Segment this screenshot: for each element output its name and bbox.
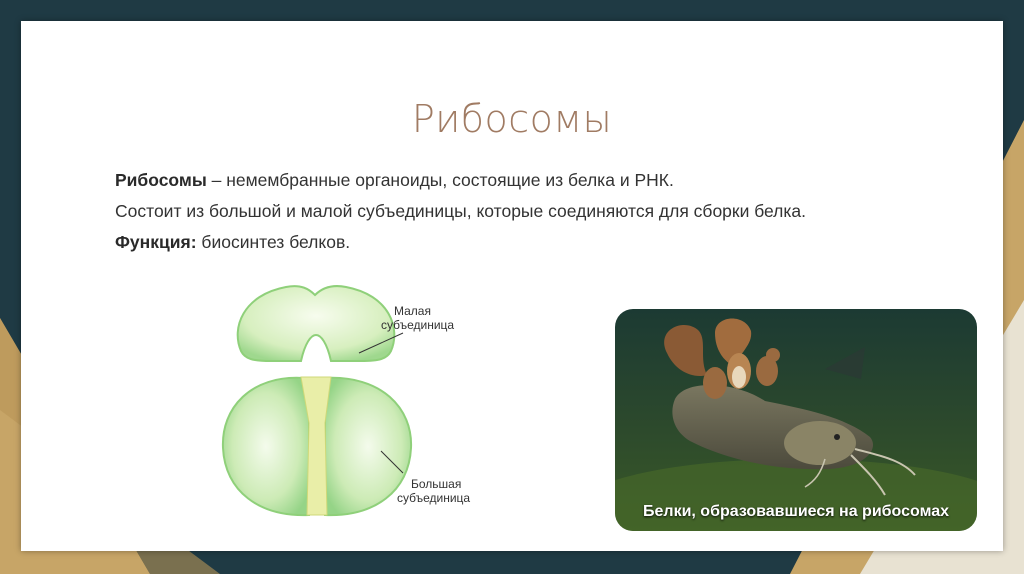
large-subunit-label-1: Большая xyxy=(411,477,462,491)
definition-line xyxy=(115,165,935,196)
term-function: Функция: xyxy=(115,232,197,252)
function-line xyxy=(115,227,935,258)
body-text xyxy=(115,165,935,258)
ribosome-diagram xyxy=(191,273,501,535)
small-subunit-label-2: субъединица xyxy=(381,318,455,332)
definition-text: – немембранные органоиды, состоящие из белка и РНК. xyxy=(206,170,674,190)
large-subunit-label-2: субъединица xyxy=(397,491,471,505)
slide xyxy=(21,21,1003,551)
large-subunit-left xyxy=(223,378,309,515)
slide-title: Рибосомы xyxy=(411,97,613,141)
catfish-squirrels-photo xyxy=(615,309,977,531)
photo-illustration xyxy=(615,309,977,531)
structure-line: Состоит из большой и малой субъединицы, которые соединяются для сборки белка. xyxy=(115,201,807,221)
small-subunit-label-1: Малая xyxy=(394,304,431,318)
function-text: биосинтез белков. xyxy=(196,232,351,252)
squirrel-1 xyxy=(703,367,727,399)
photo-caption: Белки, образовавшиеся на рибосомах xyxy=(643,503,949,520)
small-subunit-shape xyxy=(238,286,395,361)
term-ribosomes: Рибосомы xyxy=(115,170,207,190)
